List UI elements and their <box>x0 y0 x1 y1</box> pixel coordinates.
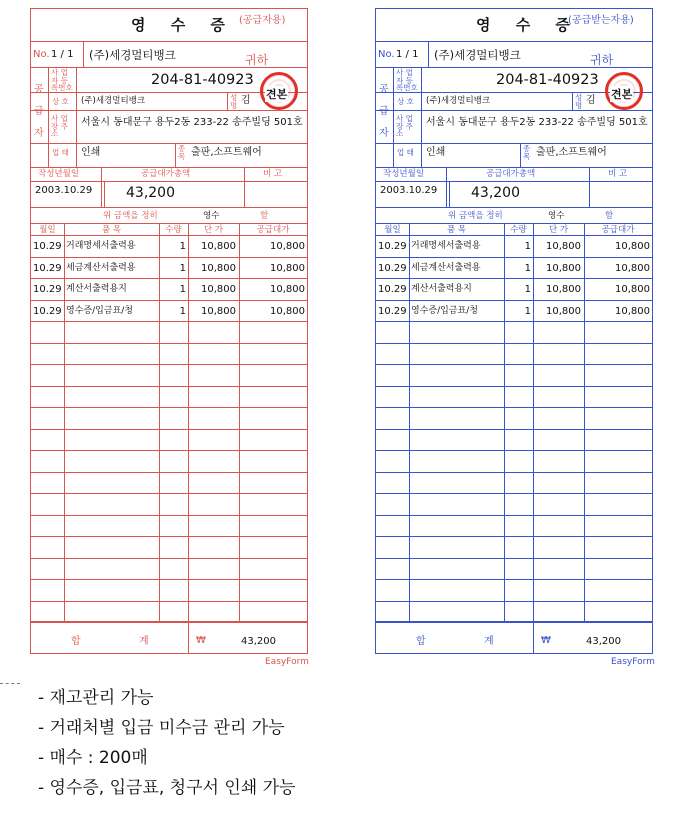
item-name: 계산서출력용지 <box>66 284 127 294</box>
company-name: (주)세경멀티뱅크 <box>81 96 146 106</box>
company-label: 상 호 <box>397 97 414 106</box>
amount-label: 공급대가총액 <box>486 169 536 179</box>
item-qty: 1 <box>179 284 186 295</box>
rule-line <box>421 67 422 167</box>
item-name: 거래명세서출력용 <box>66 241 136 251</box>
item-name: 거래명세서출력용 <box>411 241 481 251</box>
business-type: 인쇄 <box>426 147 446 158</box>
receipt-word: 영수 <box>203 211 220 221</box>
currency-symbol: ₩ <box>196 635 206 646</box>
customer-name: (주)세경멀티뱅크 <box>434 48 521 62</box>
business-category: 출판,소프트웨어 <box>536 147 607 158</box>
row-rule <box>376 472 652 473</box>
item-price: 10,800 <box>546 305 581 317</box>
rule-line <box>393 67 394 167</box>
col-amount-header: 공급대가 <box>601 225 635 235</box>
row-rule <box>31 558 307 559</box>
row-rule <box>376 300 652 301</box>
rule-line <box>48 67 49 167</box>
item-name: 세금계산서출력용 <box>66 262 136 273</box>
row-rule <box>376 622 652 623</box>
item-amount: 10,800 <box>270 241 305 252</box>
receipt-statement: 위 금액을 정히 <box>448 211 503 221</box>
rule-line <box>589 167 590 207</box>
sum-label-first: 합 <box>71 636 81 647</box>
rule-line <box>446 167 447 207</box>
rule-line <box>31 167 307 168</box>
rule-line <box>533 621 534 653</box>
honorific: 귀하 <box>590 53 614 67</box>
company-label: 상 호 <box>52 97 69 106</box>
business-category: 출판,소프트웨어 <box>191 147 262 158</box>
rule-line <box>244 167 245 207</box>
copy-label: (공급자용) <box>239 15 286 26</box>
item-date: 10.29 <box>378 241 407 252</box>
column-rule <box>188 223 189 621</box>
receipt-word: 영수 <box>548 211 565 221</box>
item-qty: 1 <box>179 241 186 252</box>
col-price-header: 단 가 <box>203 225 224 235</box>
item-amount: 10,800 <box>615 241 650 252</box>
item-price: 10,800 <box>546 241 581 252</box>
row-rule <box>31 321 307 322</box>
remark-label: 비 고 <box>608 169 628 179</box>
row-rule <box>376 450 652 451</box>
column-rule <box>159 223 160 621</box>
item-amount: 10,800 <box>270 262 305 274</box>
row-rule <box>31 429 307 430</box>
supplier-label: 공급자 <box>34 84 44 139</box>
biz-number: 204-81-40923 <box>151 72 254 88</box>
page-number: 1 / 1 <box>396 49 419 60</box>
row-rule <box>31 622 307 623</box>
column-rule <box>64 223 65 621</box>
item-date: 10.29 <box>33 262 62 274</box>
column-rule <box>584 223 585 621</box>
rule-line <box>31 207 307 208</box>
rule-line <box>376 67 652 68</box>
row-rule <box>376 558 652 559</box>
rule-line <box>520 143 521 167</box>
rule-line <box>76 67 77 167</box>
row-rule <box>31 364 307 365</box>
row-rule <box>31 257 307 258</box>
rule-line <box>449 181 450 207</box>
name-label: 성 명 <box>575 93 583 110</box>
column-rule <box>504 223 505 621</box>
receipt-supplier-copy <box>30 8 308 654</box>
item-qty: 1 <box>524 305 531 317</box>
name-label: 성 명 <box>230 93 238 110</box>
honorific: 귀하 <box>245 53 269 67</box>
company-name: (주)세경멀티뱅크 <box>426 96 491 106</box>
row-rule <box>31 407 307 408</box>
rule-line <box>376 143 652 144</box>
rule-line <box>376 110 652 111</box>
sum-total: 43,200 <box>241 636 276 647</box>
row-rule <box>31 300 307 301</box>
item-amount: 10,800 <box>270 284 305 295</box>
row-rule <box>376 429 652 430</box>
row-rule <box>31 450 307 451</box>
item-amount: 10,800 <box>615 284 650 295</box>
item-price: 10,800 <box>201 241 236 252</box>
row-rule <box>376 386 652 387</box>
row-rule <box>31 343 307 344</box>
rule-line <box>31 41 307 42</box>
address: 서울시 동대문구 용두2동 233-22 송주빌딩 501호 <box>81 117 303 128</box>
biz-no-label: 사 업 자 등록번호 <box>396 68 418 92</box>
row-rule <box>376 536 652 537</box>
receipt-suffix: 함 <box>260 211 269 221</box>
date-label: 작성년월일 <box>38 169 80 179</box>
brand-label: EasyForm <box>611 657 655 667</box>
no-label: No. <box>378 49 395 60</box>
sum-label-second: 계 <box>139 636 149 647</box>
row-rule <box>376 343 652 344</box>
brand-label: EasyForm <box>265 657 309 667</box>
receipt-title: 영 수 증 <box>131 16 235 34</box>
rule-line <box>31 621 307 622</box>
item-name: 영수증/입금표/청 <box>411 305 478 316</box>
row-rule <box>31 472 307 473</box>
col-amount-header: 공급대가 <box>256 225 290 235</box>
rule-line <box>31 223 307 224</box>
row-rule <box>376 601 652 602</box>
total-amount: 43,200 <box>126 185 175 201</box>
item-price: 10,800 <box>201 284 236 295</box>
copy-label: (공급받는자용) <box>568 15 634 26</box>
col-date-header: 월일 <box>384 225 401 235</box>
col-item-header: 품 목 <box>446 225 467 235</box>
col-item-header: 품 목 <box>101 225 122 235</box>
item-price: 10,800 <box>546 262 581 274</box>
remark-label: 비 고 <box>263 169 283 179</box>
biztype-label: 업 태 <box>397 148 414 157</box>
rule-line <box>376 207 652 208</box>
row-rule <box>31 386 307 387</box>
rule-line <box>376 235 652 236</box>
rule-line <box>376 41 652 42</box>
row-rule <box>31 278 307 279</box>
rule-line <box>31 67 307 68</box>
category-label: 종 목 <box>178 144 186 161</box>
item-date: 10.29 <box>33 241 62 252</box>
row-rule <box>376 493 652 494</box>
business-type: 인쇄 <box>81 147 101 158</box>
rule-line <box>31 235 307 236</box>
representative-name: 김 <box>241 95 251 106</box>
no-label: No. <box>33 49 50 60</box>
item-qty: 1 <box>179 305 186 317</box>
item-date: 10.29 <box>33 305 62 317</box>
date-label: 작성년월일 <box>383 169 425 179</box>
stamp-text: 견본 <box>266 88 288 101</box>
item-date: 10.29 <box>378 305 407 317</box>
rule-line <box>428 41 429 68</box>
rule-line <box>376 181 652 182</box>
representative-name: 김 <box>586 95 596 106</box>
feature-note: - 영수증, 입금표, 청구서 인쇄 가능 <box>38 778 296 798</box>
row-rule <box>376 321 652 322</box>
currency-symbol: ₩ <box>541 635 551 646</box>
address: 서울시 동대문구 용두2동 233-22 송주빌딩 501호 <box>426 117 648 128</box>
item-price: 10,800 <box>201 305 236 317</box>
item-price: 10,800 <box>546 284 581 295</box>
row-rule <box>376 278 652 279</box>
feature-note: - 매수 : 200매 <box>38 748 148 768</box>
receipt-suffix: 함 <box>605 211 614 221</box>
cut-line <box>0 683 20 684</box>
company-seal-stamp <box>260 72 298 110</box>
customer-name: (주)세경멀티뱅크 <box>89 48 176 62</box>
item-qty: 1 <box>524 262 531 274</box>
item-qty: 1 <box>524 284 531 295</box>
row-rule <box>31 515 307 516</box>
issue-date: 2003.10.29 <box>380 185 438 196</box>
item-date: 10.29 <box>378 284 407 295</box>
col-date-header: 월일 <box>39 225 56 235</box>
row-rule <box>31 493 307 494</box>
rule-line <box>376 167 652 168</box>
row-rule <box>31 601 307 602</box>
rule-line <box>31 181 307 182</box>
item-date: 10.29 <box>33 284 62 295</box>
amount-label: 공급대가총액 <box>141 169 191 179</box>
column-rule <box>239 223 240 621</box>
item-name: 계산서출력용지 <box>411 284 472 294</box>
supplier-label: 공급자 <box>379 84 389 139</box>
rule-line <box>101 167 102 207</box>
receipt-statement: 위 금액을 정히 <box>103 211 158 221</box>
row-rule <box>31 536 307 537</box>
rule-line <box>104 181 105 207</box>
rule-line <box>188 621 189 653</box>
address-label: 사 업 장 주 소 <box>51 114 68 138</box>
total-amount: 43,200 <box>471 185 520 201</box>
sum-label-second: 계 <box>484 636 494 647</box>
row-rule <box>376 257 652 258</box>
row-rule <box>376 515 652 516</box>
feature-note: - 거래처별 입금 미수금 관리 가능 <box>38 718 285 738</box>
rule-line <box>376 621 652 622</box>
rule-line <box>31 110 307 111</box>
rule-line <box>175 143 176 167</box>
row-rule <box>31 579 307 580</box>
item-price: 10,800 <box>201 262 236 274</box>
row-rule <box>376 579 652 580</box>
item-qty: 1 <box>524 241 531 252</box>
biztype-label: 업 태 <box>52 148 69 157</box>
item-qty: 1 <box>179 262 186 274</box>
rule-line <box>376 223 652 224</box>
rule-line <box>31 143 307 144</box>
sum-total: 43,200 <box>586 636 621 647</box>
sum-label-first: 합 <box>416 636 426 647</box>
category-label: 종 목 <box>523 144 531 161</box>
rule-line <box>227 92 228 110</box>
column-rule <box>533 223 534 621</box>
biz-number: 204-81-40923 <box>496 72 599 88</box>
item-name: 세금계산서출력용 <box>411 262 481 273</box>
item-amount: 10,800 <box>270 305 305 317</box>
feature-note: - 재고관리 가능 <box>38 688 154 708</box>
stamp-text: 견본 <box>611 88 633 101</box>
biz-no-label: 사 업 자 등록번호 <box>51 68 73 92</box>
receipt-customer-copy <box>375 8 653 654</box>
row-rule <box>376 407 652 408</box>
address-label: 사 업 장 주 소 <box>396 114 413 138</box>
item-date: 10.29 <box>378 262 407 274</box>
item-amount: 10,800 <box>615 305 650 317</box>
receipt-title: 영 수 증 <box>476 16 580 34</box>
row-rule <box>376 364 652 365</box>
rule-line <box>572 92 573 110</box>
rule-line <box>83 41 84 68</box>
column-rule <box>409 223 410 621</box>
page-number: 1 / 1 <box>51 49 74 60</box>
issue-date: 2003.10.29 <box>35 185 93 196</box>
company-seal-stamp <box>605 72 643 110</box>
col-qty-header: 수량 <box>165 225 182 235</box>
col-price-header: 단 가 <box>548 225 569 235</box>
col-qty-header: 수량 <box>510 225 527 235</box>
item-name: 영수증/입금표/청 <box>66 305 133 316</box>
item-amount: 10,800 <box>615 262 650 274</box>
